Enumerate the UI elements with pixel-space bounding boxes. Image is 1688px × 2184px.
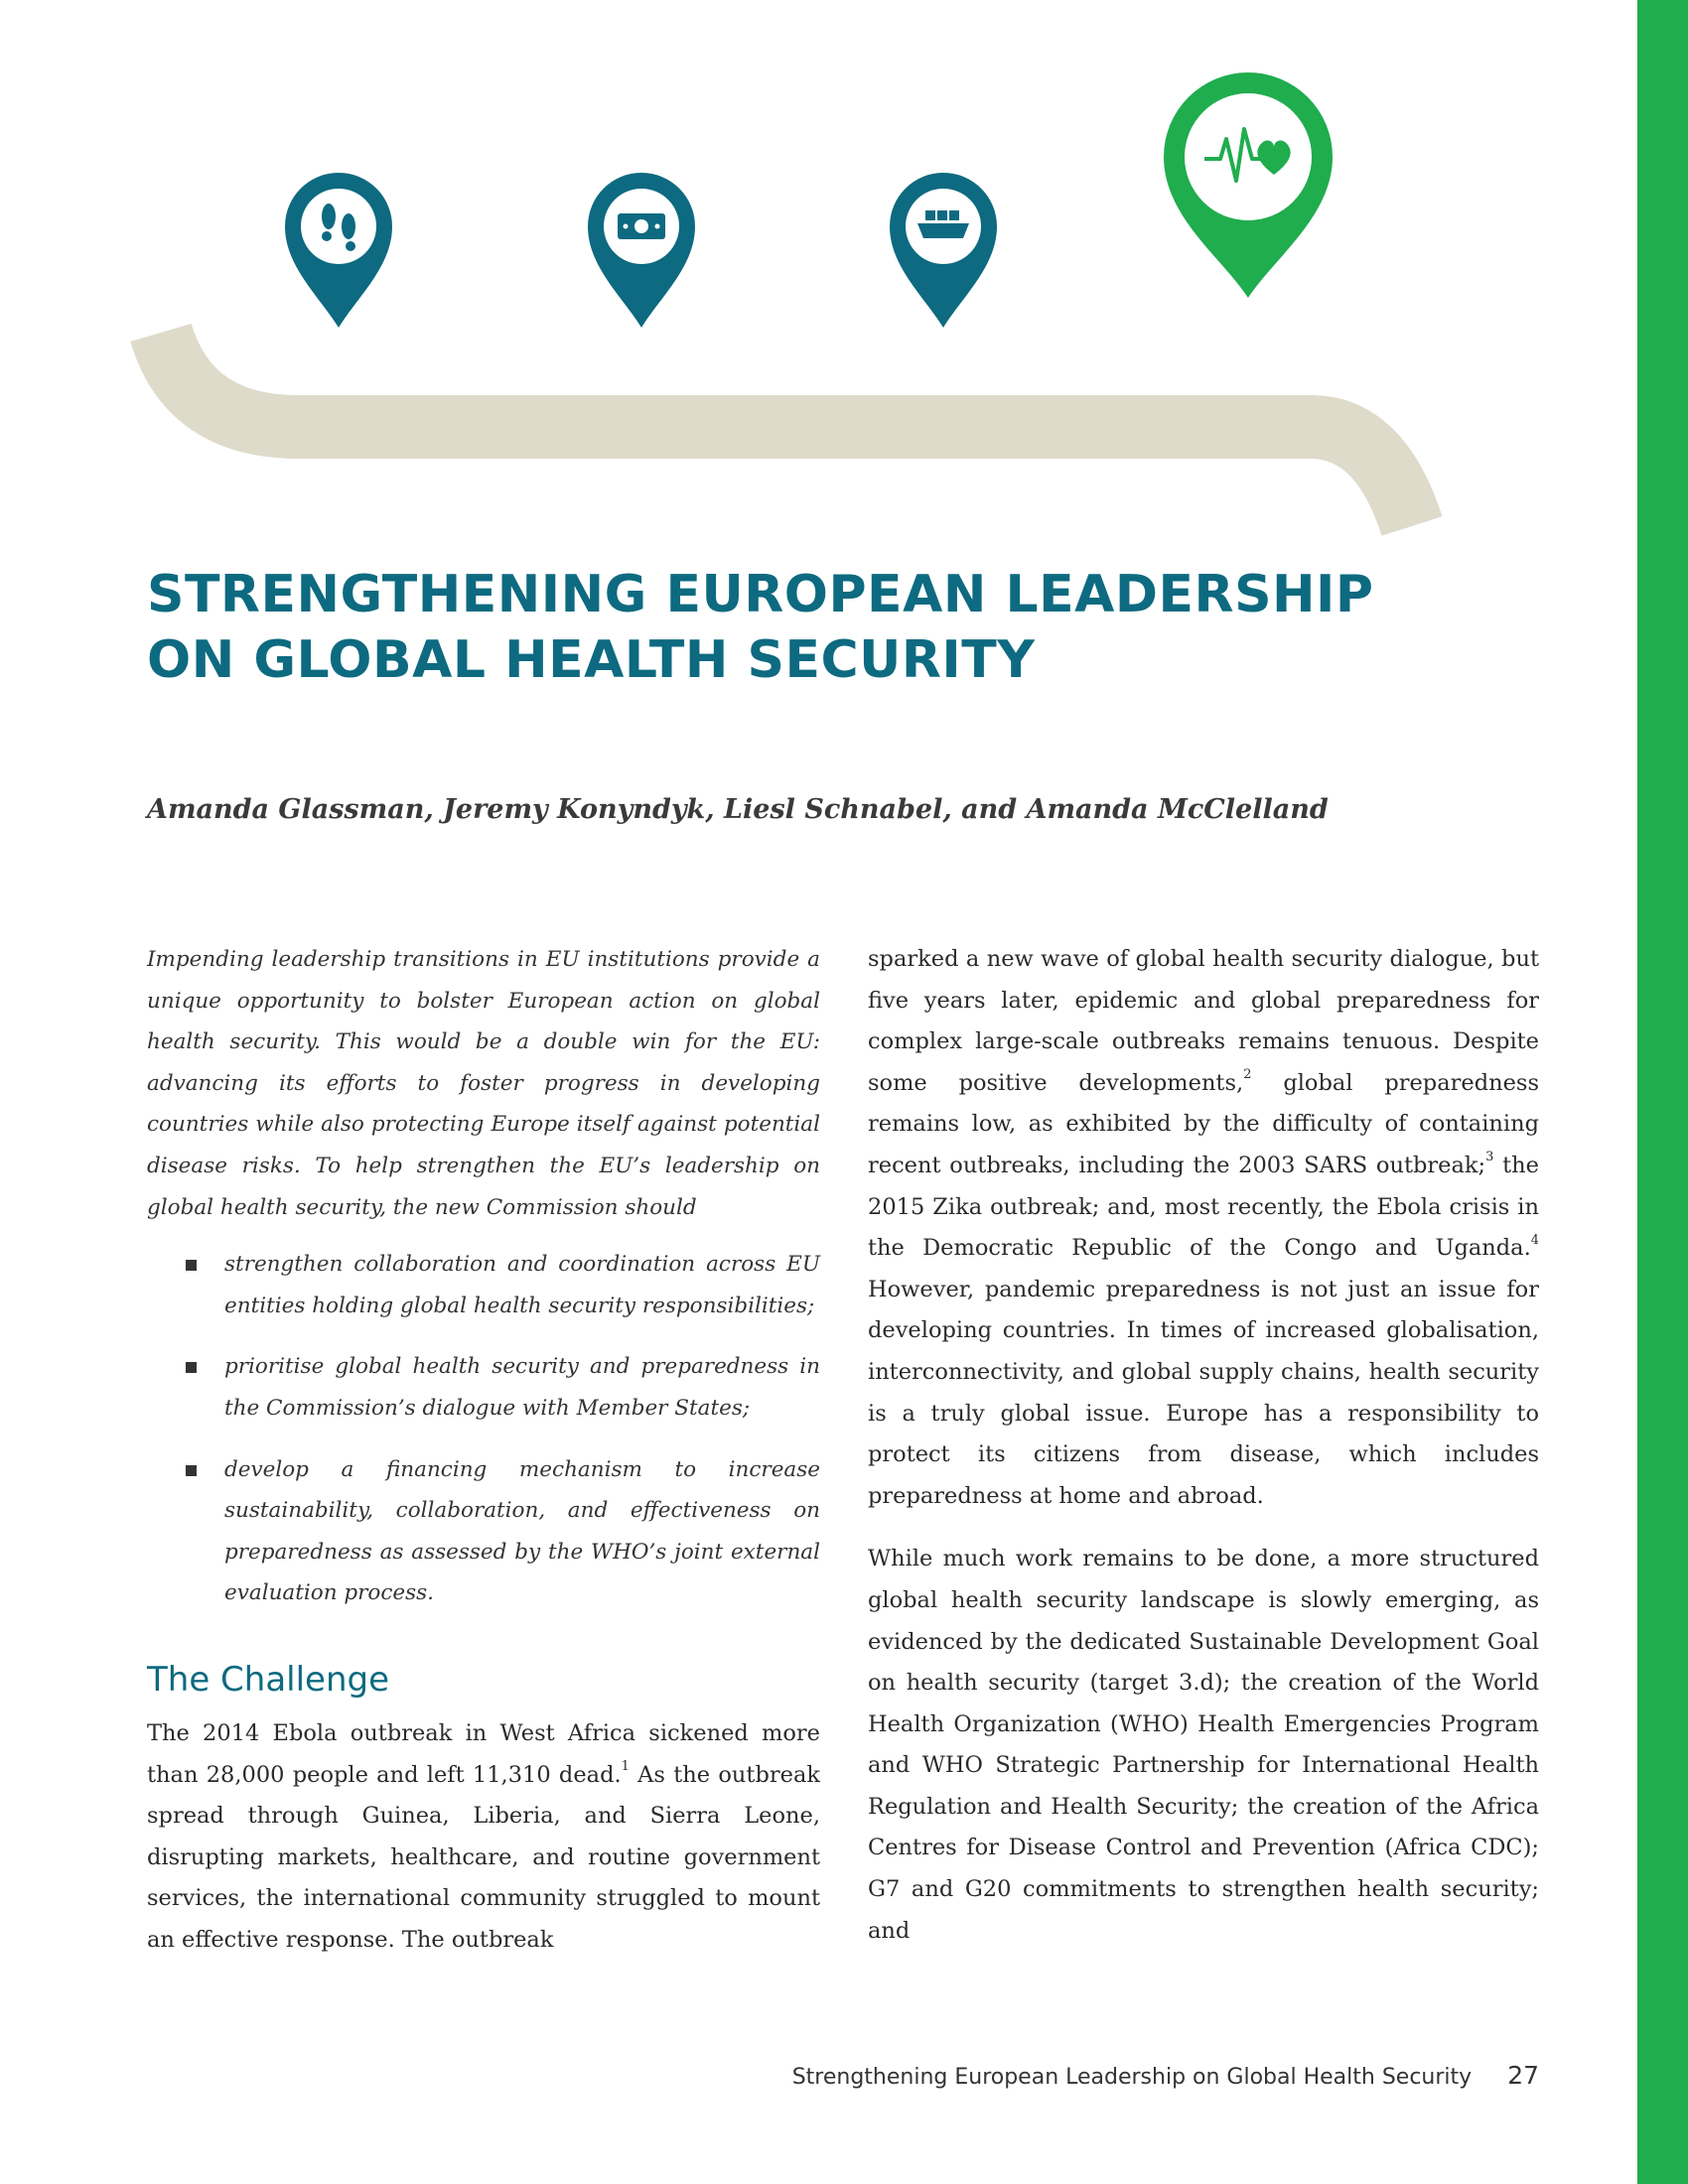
title-line-2: ON GLOBAL HEALTH SECURITY	[147, 630, 1036, 690]
body-text-segment: global preparedness remains low, as exhibited by the difficulty of containing recent outbreaks, including the 2003 SARS outbreak;	[868, 1069, 1539, 1178]
list-item	[224, 1449, 820, 1614]
title-line-1: STRENGTHENING EUROPEAN LEADERSHIP	[147, 565, 1374, 624]
intro-paragraph: Impending leadership transitions in EU institutions provide a unique opportunity to bolster European action on global health security. This would be a double win for the EU: advancing its efforts to foster progress in developing countries while also protecting Europe itself against potential disease risks. To help strengthen the EU’s leadership on global health security, the new Commission should	[147, 947, 820, 1220]
money-icon	[618, 213, 665, 239]
road-path	[161, 333, 1412, 526]
header-graphic	[0, 0, 1688, 556]
recommendation-list	[147, 1244, 820, 1614]
page-number: 27	[1507, 2061, 1539, 2090]
bullet-square-icon	[186, 1465, 197, 1476]
list-item	[224, 1346, 820, 1429]
challenge-paragraph	[147, 1713, 820, 1962]
body-text-segment: However, pandemic preparedness is not just an issue for developing countries. In times of increased globalisation, interconnectivity, and global supply chains, health security is a truly global issue. Europe has a responsibility to protect its citizens from disease, which includes preparedness at home and abroad.	[868, 1276, 1539, 1509]
left-column	[147, 939, 820, 1961]
body-text-segment: The 2014 Ebola outbreak in West Africa sickened more than 28,000 people and left 11,310 dead.	[147, 1719, 820, 1788]
body-text-segment: sparked a new wave of global health security dialogue, but five years later, epidemic and global preparedness for complex large-scale outbreaks remains tenuous. Despite some positive developments,	[868, 946, 1539, 1096]
continued-paragraph	[868, 939, 1539, 1517]
right-column	[868, 939, 1539, 1952]
bullet-square-icon	[186, 1362, 197, 1373]
cargo-ship-pin	[890, 173, 997, 328]
author-list: Amanda Glassman, Jeremy Konyndyk, Liesl Schnabel, and Amanda McClelland	[147, 794, 1329, 825]
landscape-paragraph: While much work remains to be done, a more structured global health security landscape is slowly emerging, as evidenced by the dedicated Sustainable Development Goal on health security (target 3.d); the creation of the World Health Organization (WHO) Health Emergencies Program and WHO Strategic Partnership for International Health Regulation and Health Security; the creation of the Africa Centres for Disease Control and Prevention (Africa CDC); G7 and G20 commitments to strengthen health security; and	[868, 1546, 1539, 1944]
running-title: Strengthening European Leadership on Global Health Security	[791, 2065, 1473, 2090]
body-text-segment: the 2015 Zika outbreak; and, most recently, the Ebola crisis in the Democratic Republic of the Congo and Uganda.	[868, 1152, 1539, 1262]
page-title	[147, 562, 1378, 693]
page-footer	[695, 2061, 1539, 2090]
footnote-ref-4[interactable]: 4	[1530, 1232, 1539, 1248]
footprints-pin	[285, 152, 392, 328]
body-text-segment: As the outbreak spread through Guinea, Liberia, and Sierra Leone, disrupting markets, healthcare, and routine government services, the international community struggled to mount an effective response. The outbreak	[147, 1761, 820, 1953]
heartbeat-pin	[1164, 72, 1333, 298]
section-heading: The Challenge	[147, 1659, 390, 1700]
bullet-square-icon	[186, 1260, 197, 1271]
footnote-ref-3[interactable]: 3	[1485, 1150, 1494, 1165]
list-item-text: strengthen collaboration and coordination across EU entities holding global health security responsibilities;	[224, 1252, 820, 1318]
list-item-text: develop a financing mechanism to increase sustainability, collaboration, and effectiveness on preparedness as assessed by the WHO’s joint external evaluation process.	[224, 1456, 820, 1606]
footnote-ref-2[interactable]: 2	[1243, 1067, 1252, 1083]
list-item-text: prioritise global health security and preparedness in the Commission’s dialogue with Member States;	[224, 1354, 820, 1421]
list-item	[224, 1244, 820, 1326]
footnote-ref-1[interactable]: 1	[621, 1759, 630, 1774]
money-pin	[588, 173, 695, 328]
